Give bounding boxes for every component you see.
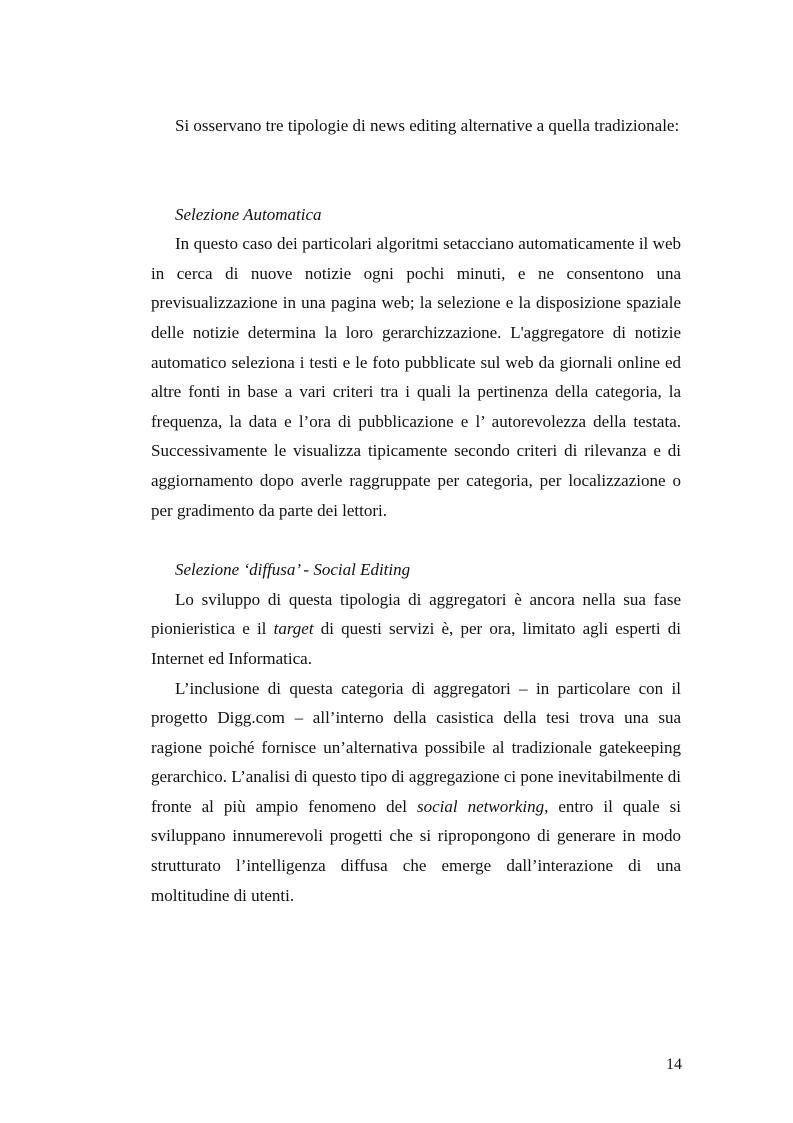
section-heading-social-editing: Selezione ‘diffusa’ - Social Editing	[175, 560, 411, 580]
section-social-paragraph-1	[151, 585, 681, 674]
section-heading-automatica: Selezione Automatica	[175, 204, 322, 224]
text-run: di questi servizi è, per ora, limitato agli esperti di Internet ed Informatica.	[151, 619, 681, 668]
section-social-paragraph-2	[151, 674, 681, 911]
text-run: L’inclusione di questa categoria di aggregatori – in particolare con il progetto Digg.com – all’interno della casistica della tesi trova una sua ragione poiché fornisce un’alternativa possibile al tradizionale gatekeeping gerarchico. L’analisi di questo tipo di aggregazione ci pone inevitabilmente di fronte al più ampio fenomeno del	[151, 678, 681, 816]
text-run: , entro il quale si sviluppano innumerevoli progetti che si ripropongono di generare in modo strutturato l’intelligenza diffusa che emerge dall’interazione di una moltitudine di utenti.	[151, 796, 681, 905]
text-run: Lo sviluppo di questa tipologia di aggregatori è ancora nella sua fase pionieristica e il	[151, 589, 681, 639]
document-body	[151, 111, 681, 910]
intro-paragraph: Si osservano tre tipologie di news editing alternative a quella tradizionale:	[175, 116, 680, 135]
emphasis-target: target	[273, 619, 314, 639]
emphasis-social-networking: social networking	[416, 796, 545, 816]
section-automatica-paragraph: In questo caso dei particolari algoritmi setacciano automaticamente il web in cerca di nuove notizie ogni pochi minuti, e ne consentono una previsualizzazione in una pagina web; la selezione e la disposizione spaziale delle notizie determina la loro gerarchizzazione. L'aggregatore di notizie automatico seleziona i testi e le foto pubblicate sul web da giornali online ed altre fonti in base a vari criteri tra i quali la pertinenza della categoria, la frequenza, la data e l’ora di pubblicazione e l’ autorevolezza della testata. Successivamente le visualizza tipicamente secondo criteri di rilevanza e di aggiornamento dopo averle raggruppate per categoria, per localizzazione o per gradimento da parte dei lettori.	[151, 234, 681, 520]
page-number: 14	[666, 1056, 682, 1073]
section-spacer	[151, 141, 681, 200]
section-spacer	[151, 525, 681, 555]
